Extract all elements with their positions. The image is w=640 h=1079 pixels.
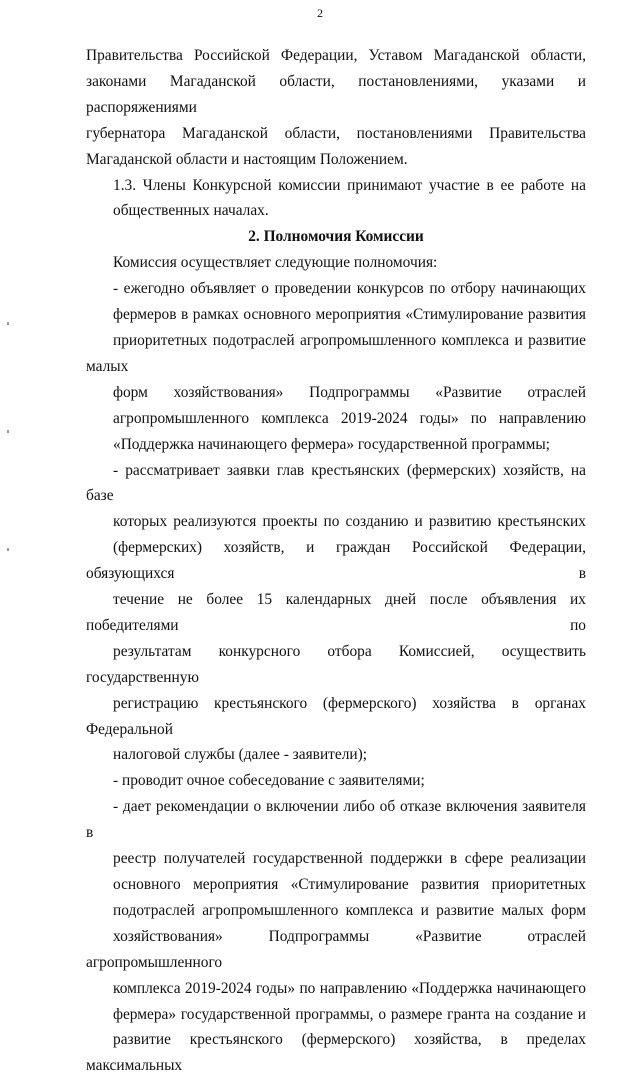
text-line: Магаданской области и настоящим Положением. (86, 150, 408, 168)
text-line: - дает рекомендации о включении либо об отказе включения заявителя в (86, 798, 586, 842)
text-line: 2. Полномочия Комиссии (248, 228, 424, 246)
text-line: которых реализуются проекты по созданию и развитию крестьянских (113, 513, 586, 531)
text-line: «Поддержка начинающего фермера» государственной программы; (113, 435, 550, 453)
text-line: агропромышленного комплекса 2019-2024 годы» по направлению (113, 409, 586, 427)
document-body (86, 43, 586, 1079)
paragraph (86, 458, 586, 769)
text-line: развитие крестьянского (фермерского) хозяйства, в пределах максимальных (86, 1031, 586, 1075)
text-line: хозяйствования» Подпрограммы «Развитие отраслей агропромышленного (86, 927, 586, 971)
text-line: - рассматривает заявки глав крестьянских (фермерских) хозяйств, на базе (86, 461, 586, 505)
text-line: регистрацию крестьянского (фермерского) хозяйства в органах Федеральной (86, 694, 586, 738)
text-line: законами Магаданской области, постановлениями, указами и распоряжениями (86, 72, 586, 116)
text-line: Правительства Российской Федерации, Уставом Магаданской области, (86, 47, 586, 64)
text-line: форм хозяйствования» Подпрограммы «Развитие отраслей (113, 383, 586, 401)
scan-artifact (7, 548, 9, 551)
text-line: (фермерских) хозяйств, и граждан Российской Федерации, обязующихся в (86, 539, 586, 583)
paragraph (86, 173, 586, 225)
text-line: губернатора Магаданской области, постановлениями Правительства (86, 124, 586, 142)
scan-artifact (7, 322, 9, 325)
text-line: фермеров в рамках основного мероприятия «Стимулирование развития (113, 306, 586, 324)
section-heading (86, 224, 586, 250)
paragraph (86, 43, 586, 173)
scan-artifact (7, 430, 9, 433)
text-line: налоговой службы (далее - заявители); (113, 746, 368, 764)
text-line: фермера» государственной программы, о размере гранта на создание и (113, 1005, 586, 1023)
text-line: течение не более 15 календарных дней после объявления их победителями по (86, 591, 586, 634)
text-line: реестр получателей государственной поддержки в сфере реализации (113, 850, 586, 868)
paragraph (86, 250, 586, 276)
text-line: 1.3. Члены Конкурсной комиссии принимают участие в ее работе на (113, 176, 586, 194)
text-line: подотраслей агропромышленного комплекса и развитие малых форм (113, 901, 586, 919)
text-line: комплекса 2019-2024 годы» по направлению «Поддержка начинающего (113, 979, 586, 997)
paragraph (86, 276, 586, 457)
text-line: - ежегодно объявляет о проведении конкурсов по отбору начинающих (113, 280, 586, 298)
text-line: приоритетных подотраслей агропромышленного комплекса и развитие малых (86, 331, 586, 375)
text-line: Комиссия осуществляет следующие полномочия: (113, 254, 438, 272)
paragraph (86, 794, 586, 1079)
text-line: общественных началах. (113, 202, 269, 220)
text-line: основного мероприятия «Стимулирование развития приоритетных (113, 876, 586, 893)
text-line: - проводит очное собеседование с заявителями; (113, 772, 425, 790)
page-number: 2 (317, 6, 323, 20)
text-line: результатам конкурсного отбора Комиссией, осуществить государственную (86, 642, 586, 686)
paragraph (86, 768, 586, 794)
